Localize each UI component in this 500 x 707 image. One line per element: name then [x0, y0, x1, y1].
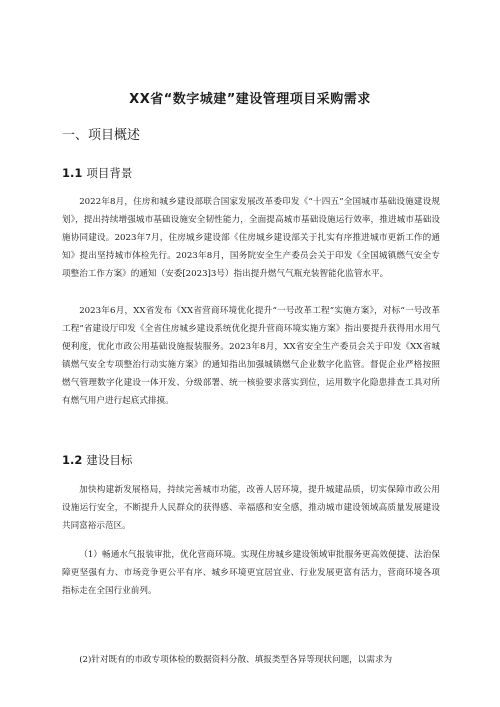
paragraph-goal-2: (2)针对既有的市政专项体检的数据资料分散、填报类型各异等现状问题，以需求为 — [79, 655, 393, 665]
subsection-number: 1.2 — [62, 453, 83, 467]
paragraph-background-2: 2023年6月，XX省发布《XX省营商环境优化提升“一号改革工程”实施方案》，对标“一号改革工程”省建设厅印发《全省住房城乡建设系统优化提升营商环境实施方案》指出要提升获得用水用气便利度，优化市政公用基础设施报装服务。2023年8月，XX省安全生产委员会关于印发《XX省城镇燃气安全专项整治行动实施方案》的通知指出加强城镇燃气企业数字化监管。督促企业严格按照燃气管理数字化建设一体开发、分级部署、统一核验要求落实到位，运用数字化隐患排查工具对所有燃气用户进行起底式排摸。 — [62, 306, 440, 407]
subsection-heading-background — [62, 165, 132, 181]
subsection-number: 1.1 — [62, 166, 83, 180]
paragraph-background-1: 2022年8月，住房和城乡建设部联合国家发展改革委印发《“十四五”全国城市基础设施建设规划》，提出持续增强城市基础设施安全韧性能力，全面提高城市基础设施运行效率，推进城市基础设施协同建设。2023年7月，住房城乡建设部《住房城乡建设部关于扎实有序推进城市更新工作的通知》提出坚持城市体检先行。2023年8月，国务院安全生产委员会关于印发《全国城镇燃气安全专项整治工作方案》的通知（安委[2023]3号）指出提升燃气气瓶充装智能化监管水平。 — [62, 197, 440, 280]
document-title: XX省“数字城建”建设管理项目采购需求 — [129, 92, 371, 107]
paragraph-goals-intro: 加快构建新发展格局，持续完善城市功能，改善人居环境，提升城建品质，切实保障市政公用设施运行安全，不断提升人民群众的获得感、幸福感和安全感，推动城市建设领域高质量发展建设共同富裕示范区。 — [62, 485, 440, 532]
section-heading-overview: 一、项目概述 — [62, 128, 141, 143]
subsection-title: 建设目标 — [86, 453, 133, 467]
subsection-title: 项目背景 — [86, 166, 133, 180]
subsection-heading-goals — [62, 452, 132, 468]
paragraph-goal-1: （1）畅通水气报装审批，优化营商环境。实现住房城乡建设领域审批服务更高效便捷、法治保障更坚强有力、市场竞争更公平有序、城乡环境更宜居宜业、行业发展更富有活力，营商环境各项指标走在全国行业前列。 — [62, 550, 440, 597]
